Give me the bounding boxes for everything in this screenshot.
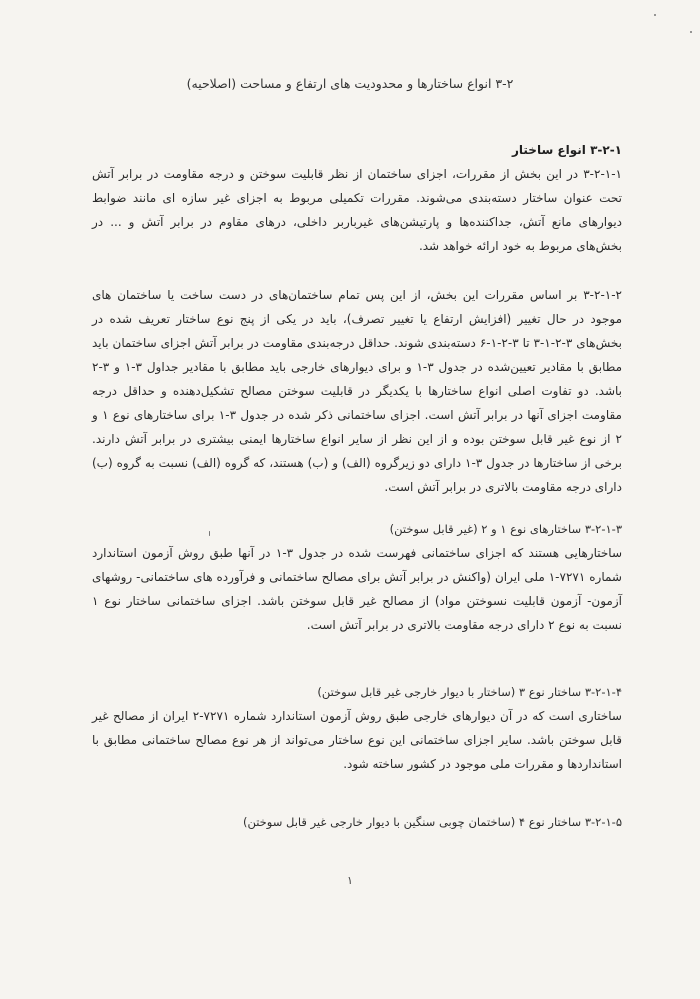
section-3-2-1-4 — [92, 680, 622, 776]
scan-speck — [654, 14, 656, 16]
section-3-2-1-3 — [92, 517, 622, 637]
section-3-2-1-2 — [92, 283, 622, 499]
section-heading: ۳-۲-۱-۳ ساختارهای نوع ۱ و ۲ (غیر قابل سوختن) — [389, 522, 622, 536]
section-paragraph: ساختاری است که در آن دیوارهای خارجی طبق روش آزمون استاندارد شماره ۷۲۷۱-۲ ایران از مصالح غیر قابل سوختن باشد. سایر اجزای ساختمانی این نوع ساختار می‌تواند از هر نوع مصالح ساختمانی مطابق با استانداردها و مقررات ملی موجود در کشور ساخته شود. — [92, 709, 622, 771]
section-3-2-1-5 — [92, 810, 622, 834]
document-title: ۳-۲ انواع ساختارها و محدودیت های ارتفاع و مساحت (اصلاحیه) — [186, 76, 514, 91]
scan-speck — [690, 31, 692, 33]
section-paragraph: ساختارهایی هستند که اجزای ساختمانی فهرست شده در جدول ۳-۱ در آنها طبق روش آزمون استاندارد شماره ۷۲۷۱-۱ ملی ایران (واکنش در برابر آتش برای مصالح ساختمانی و فرآورده های ساختمانی- روشهای آزمون- آزمون قابلیت نسوختن مواد) از مصالح غیر قابل سوختن باشد. اجزای ساختمانی ساختار نوع ۱ نسبت به نوع ۲ دارای درجه مقاومت بالاتری در برابر آتش است. — [92, 546, 622, 632]
section-paragraph: ۳-۲-۱-۲ بر اساس مقررات این بخش، از این پس تمام ساختمان‌های در دست ساخت یا ساختمان های موجود در حال تغییر (افزایش ارتفاع یا تغییر تصرف)، باید در یکی از پنج نوع ساختار تعریف شده در بخش‌های ۳-۲-۱-۳ تا ۳-۲-۱-۶ دسته‌بندی شوند. حداقل درجه‌بندی مقاومت در برابر آتش اجزای ساختمان باید مطابق با مقادیر تعیین‌شده در جدول ۳-۱ و برای دیوارهای خارجی باید مطابق با مقادیر جداول ۳-۱ و ۳-۲ باشد. دو تفاوت اصلی انواع ساختارها با یکدیگر در قابلیت سوختن مصالح تشکیل‌دهنده و حداقل درجه مقاومت اجزای آنها در برابر آتش است. اجزای ساختمانی ذکر شده در جدول ۳-۱ برای ساختارهای نوع ۱ و ۲ از نوع غیر قابل سوختن بوده و از این نظر از سایر انواع ساختارها ایمنی بیشتری در برابر آتش دارند. برخی از ساختارها در جدول ۳-۱ دارای دو زیرگروه (الف) و (ب) هستند، که گروه (الف) نسبت به گروه (ب) دارای درجه مقاومت بالاتری در برابر آتش است. — [92, 288, 623, 494]
section-heading: ۳-۲-۱-۴ ساختار نوع ۳ (ساختار با دیوار خارجی غیر قابل سوختن) — [317, 685, 622, 699]
section-3-2-1 — [92, 138, 622, 258]
section-heading: ۳-۲-۱-۵ ساختار نوع ۴ (ساختمان چوبی سنگین با دیوار خارجی غیر قابل سوختن) — [242, 815, 622, 829]
page-number: ۱ — [347, 874, 353, 887]
section-heading: ۳-۲-۱ انواع ساختار — [511, 143, 622, 157]
section-paragraph: ۳-۲-۱-۱ در این بخش از مقررات، اجزای ساختمان از نظر قابلیت سوختن و درجه مقاومت در برابر آتش تحت عنوان ساختار دسته‌بندی می‌شوند. مقررات تکمیلی مربوط به اجزای غیر سازه ای مانند ضوابط دیوارهای مانع آتش، جداکننده‌ها و پارتیشن‌های غیرباربر داخلی، درهای مقاوم در برابر آتش و ... در بخش‌های مربوط به خود ارائه خواهد شد. — [92, 167, 622, 253]
